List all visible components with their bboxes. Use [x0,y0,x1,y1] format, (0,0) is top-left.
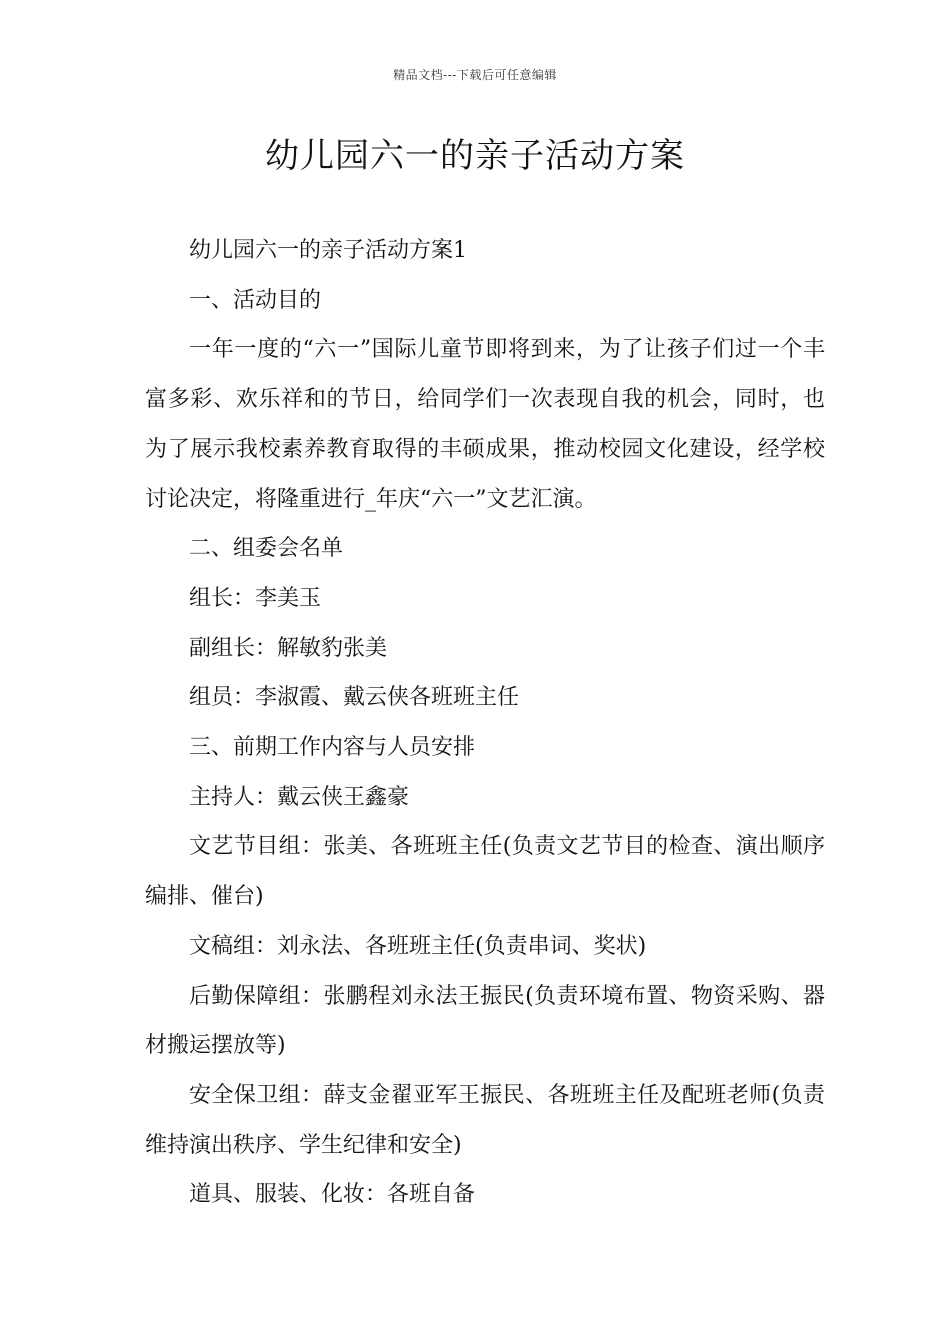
paragraph: 主持人：戴云侠王鑫豪 [189,784,410,810]
document-title: 幼儿园六一的亲子活动方案 [265,136,685,176]
paragraph: 道具、服装、化妆：各班自备 [189,1182,476,1208]
paragraph: 安全保卫组：薛支金翟亚军王振民、各班班主任及配班老师(负责维持演出秩序、学生纪律和安全) [145,1082,825,1158]
paragraph: 组员：李淑霞、戴云侠各班班主任 [189,685,520,711]
paragraph: 组长：李美玉 [189,585,322,611]
paragraph: 一年一度的“六一”国际儿童节即将到来，为了让孩子们过一个丰富多彩、欢乐祥和的节日，给同学们一次表现自我的机会，同时，也为了展示我校素养教育取得的丰硕成果，推动校园文化建设，经学校讨论决定，将隆重进行_年庆“六一”文艺汇演。 [145,337,825,512]
document-body [145,226,825,1220]
paragraph: 文艺节目组：张美、各班班主任(负责文艺节目的检查、演出顺序编排、催台) [145,834,825,910]
section-heading: 二、组委会名单 [189,536,344,562]
header-note: 精品文档---下载后可任意编辑 [393,68,557,82]
paragraph: 幼儿园六一的亲子活动方案1 [189,238,467,263]
section-heading: 三、前期工作内容与人员安排 [189,735,476,761]
paragraph: 文稿组：刘永法、各班班主任(负责串词、奖状) [189,933,647,959]
paragraph: 副组长：解敏豹张美 [189,635,388,661]
paragraph: 后勤保障组：张鹏程刘永法王振民(负责环境布置、物资采购、器材搬运摆放等) [145,983,825,1059]
section-heading: 一、活动目的 [189,287,322,313]
